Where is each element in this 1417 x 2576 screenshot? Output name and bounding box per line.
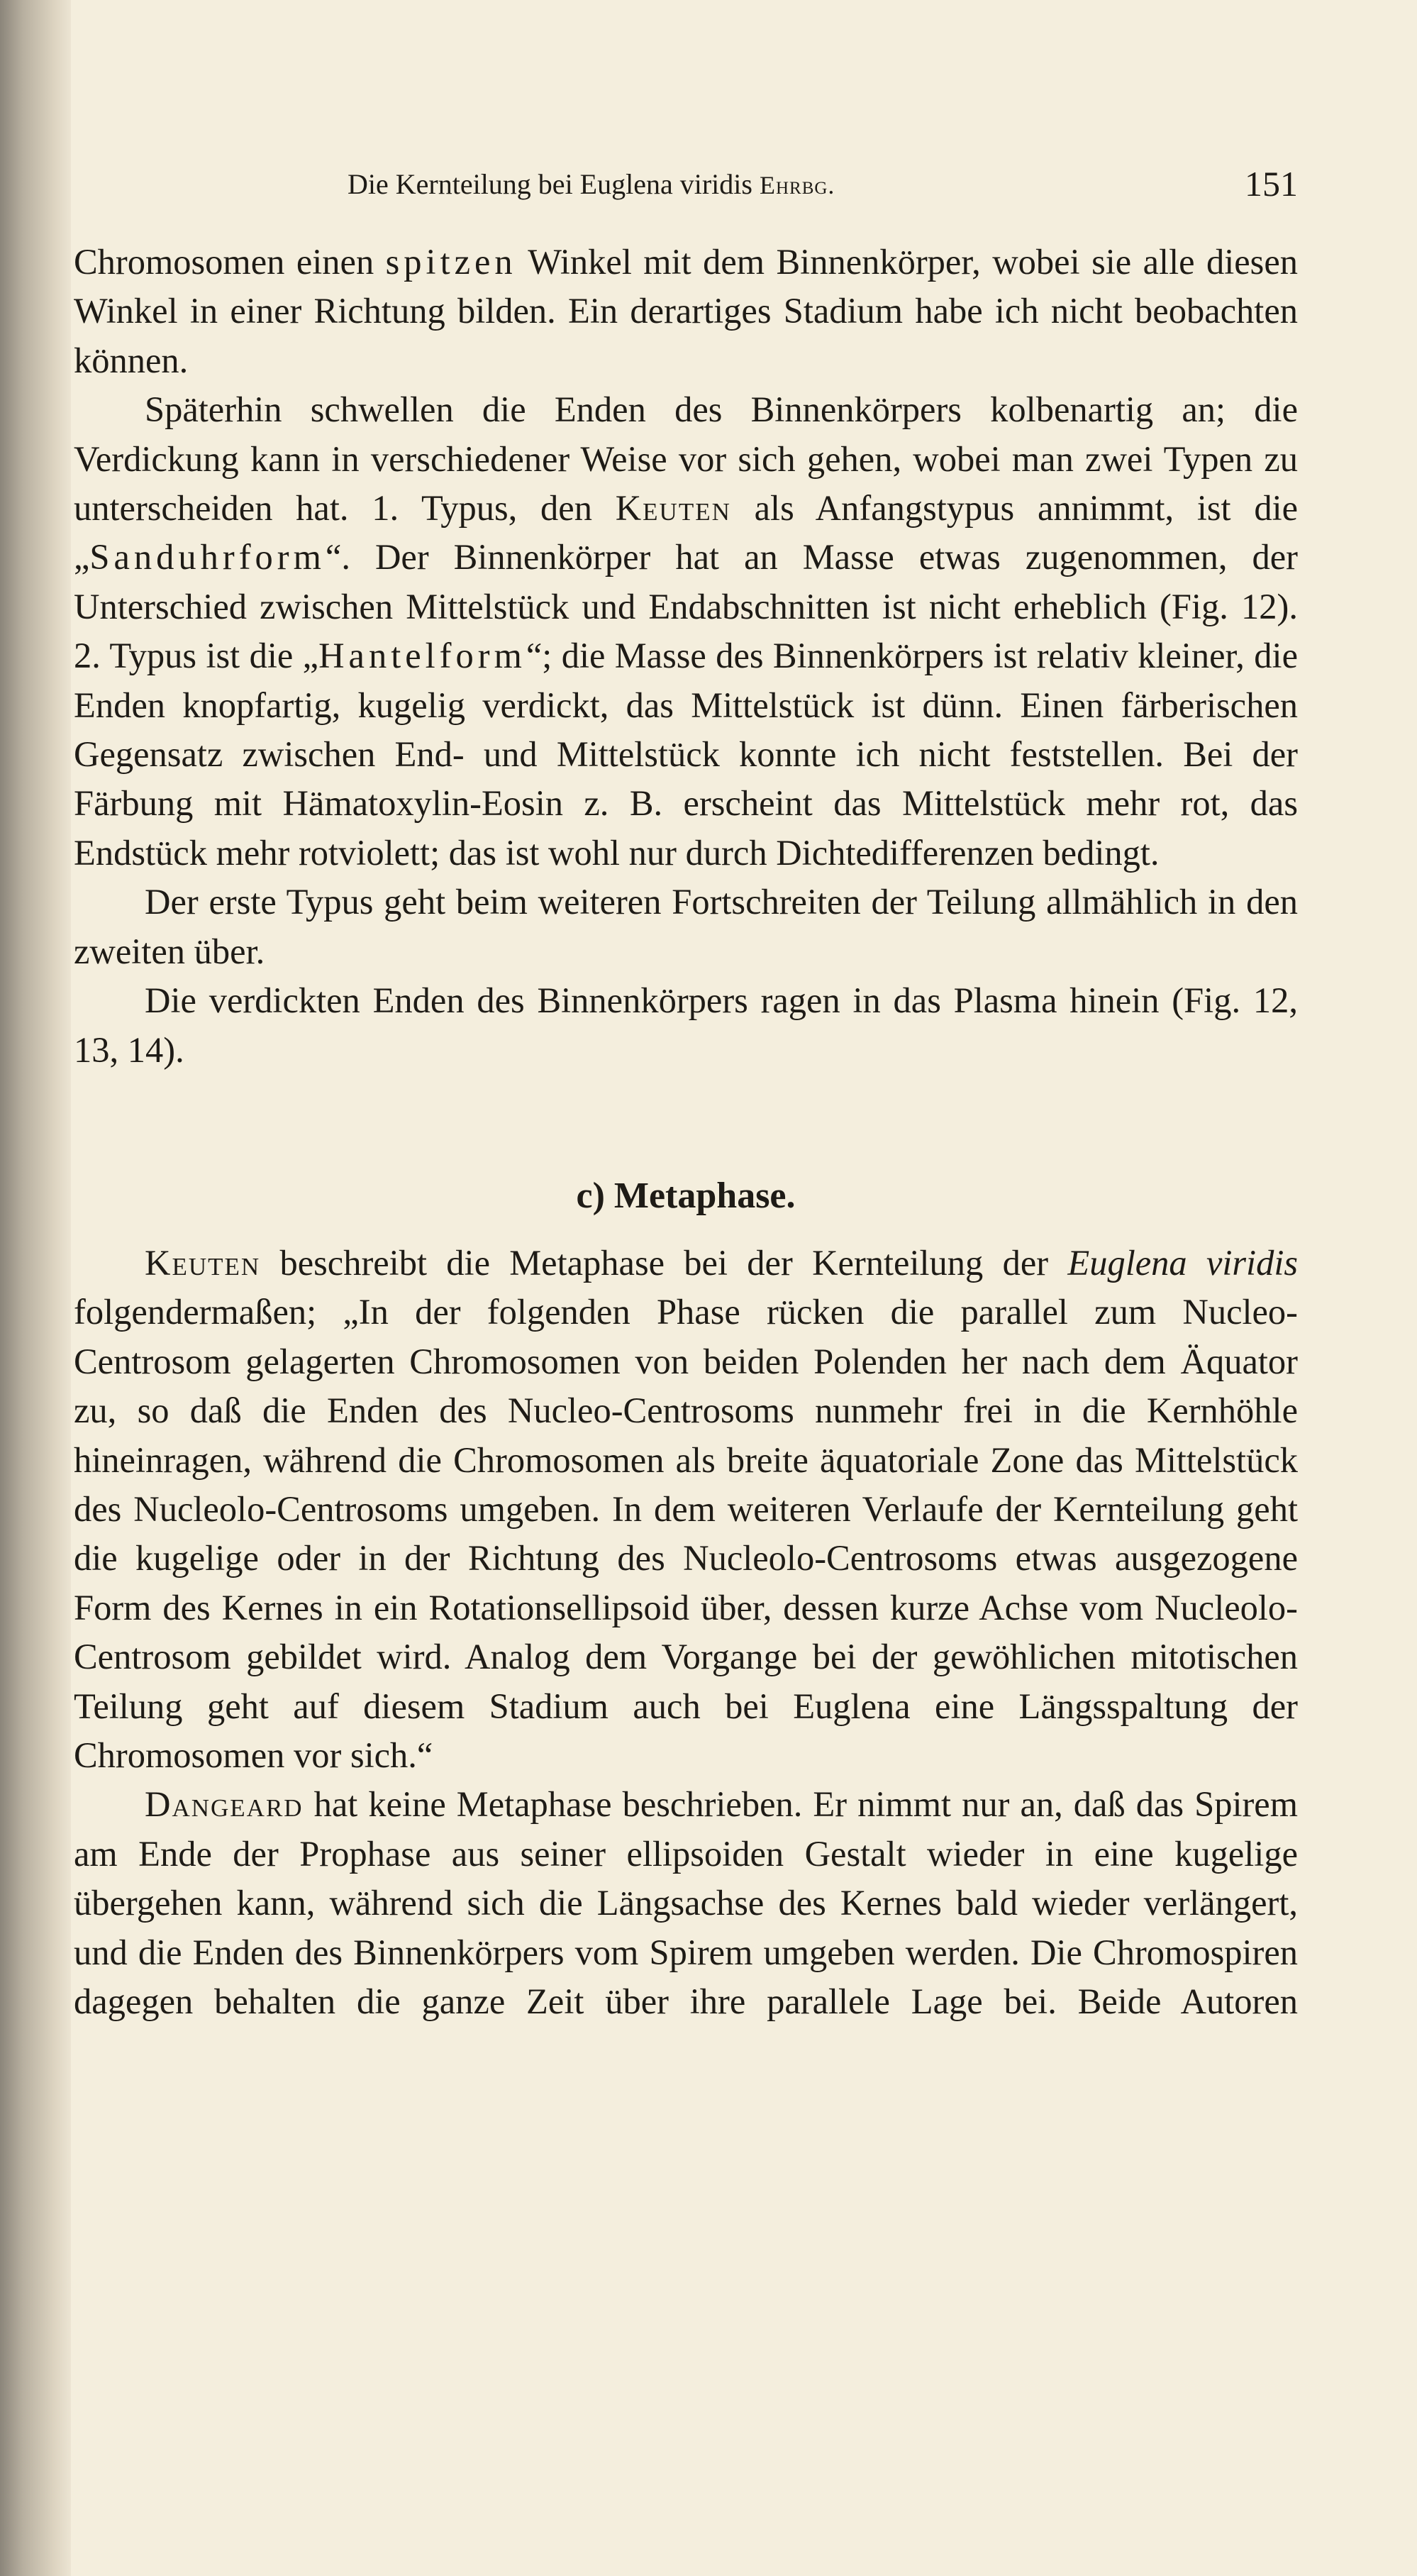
- p5-text-b: folgendermaßen; „In der folgenden Phase rücken die parallel zum Nucleo-Centrosom gelagerten Chromosomen von beiden Polenden her nach dem Äquator zu, so daß die Enden des Nucleo-Centrosoms nunmehr frei in die Kernhöhle hineinragen, während die Chromosomen als breite äquatoriale Zone das Mittelstück des Nucleolo-Centrosoms umgeben. In dem weiteren Verlaufe der Kernteilung geht die kugelige oder in der Richtung des Nucleolo-Centrosoms etwas ausgezogene Form des Kernes in ein Rotationsellipsoid über, dessen kurze Achse vom Nucleolo-Centrosom gebildet wird. Analog dem Vorgange bei der gewöhlichen mitotischen Teilung geht auf diesem Stadium auch bei Euglena eine Längsspaltung der Chromosomen vor sich.“: [74, 1292, 1298, 1775]
- p5-text-a: beschreibt die Metaphase bei der Kernteilung der: [279, 1242, 1049, 1283]
- p2-text-b: als Anfangstypus annimmt, ist die „: [74, 488, 1299, 577]
- author-dangeard: Dangeard: [145, 1784, 304, 1825]
- p2-text-d: “; die Masse des Binnenkörpers ist relativ kleiner, die Enden knopfartig, kugelig verdickt, das Mittelstück ist dünn. Einen färberischen Gegensatz zwischen End- und Mittelstück konnte ich nicht feststellen. Bei der Färbung mit Hämatoxylin-Eosin z. B. erscheint das Mittelstück mehr rot, das Endstück mehr rotviolett; das ist wohl nur durch Dichtedifferenzen bedingt.: [74, 636, 1299, 873]
- paragraph-4: Die verdickten Enden des Binnenkörpers ragen in das Plasma hinein (Fig. 12, 13, 14).: [74, 980, 1298, 1070]
- species-name: Euglena viridis: [1067, 1242, 1299, 1283]
- p1-text: Chromosomen einen spitzen Winkel mit dem Binnenkörper, wobei sie alle diesen Winkel in einer Richtung bilden. Ein derartiges Stadium habe ich nicht beobachten können.: [74, 242, 1298, 380]
- body-text: [74, 238, 1298, 2026]
- section-heading: c) Metaphase.: [576, 1175, 796, 1216]
- paragraph-6: [74, 1780, 1298, 2026]
- page-number: 151: [1245, 164, 1298, 204]
- p2-text-c: “. Der Binnenkörper hat an Masse etwas zugenommen, der Unterschied zwischen Mittelstück und Endabschnitten ist nicht erheblich (Fig. 12). 2. Typus ist die „: [74, 537, 1298, 676]
- running-title-text: Die Kernteilung bei Euglena viridis: [348, 168, 752, 200]
- term-sanduhrform: Sanduhrform: [89, 537, 326, 577]
- author-keuten: Keuten: [615, 488, 731, 529]
- paragraph-3: Der erste Typus geht beim weiteren Fortschreiten der Teilung allmählich in den zweiten über.: [74, 882, 1298, 971]
- running-title-author: Ehrbg.: [759, 171, 835, 199]
- emphasis-spitzen: spitzen: [385, 242, 517, 282]
- paragraph-2: [74, 385, 1298, 878]
- paragraph-5: [74, 1239, 1298, 1780]
- book-gutter-shadow: [0, 0, 78, 2576]
- p6-text: hat keine Metaphase beschrieben. Er nimmt nur an, daß das Spirem am Ende der Prophase aus seiner ellipsoiden Gestalt wieder in eine kugelige übergehen kann, während sich die Längsachse des Kernes bald wieder verlängert, und die Enden des Binnenkörpers vom Spirem umgeben werden. Die Chromospiren dagegen behalten die ganze Zeit über ihre parallele Lage bei. Beide Autoren: [74, 1784, 1298, 2021]
- term-hantelform: Hantelform: [318, 636, 526, 676]
- running-title: [348, 167, 835, 201]
- author-keuten: Keuten: [145, 1242, 261, 1283]
- p2-text-a: Späterhin schwellen die Enden des Binnenkörpers kolbenartig an; die Verdickung kann in verschiedener Weise vor sich gehen, wobei man zwei Typen zu unterscheiden hat. 1. Typus, den: [74, 389, 1298, 529]
- paragraph-1: [74, 238, 1298, 385]
